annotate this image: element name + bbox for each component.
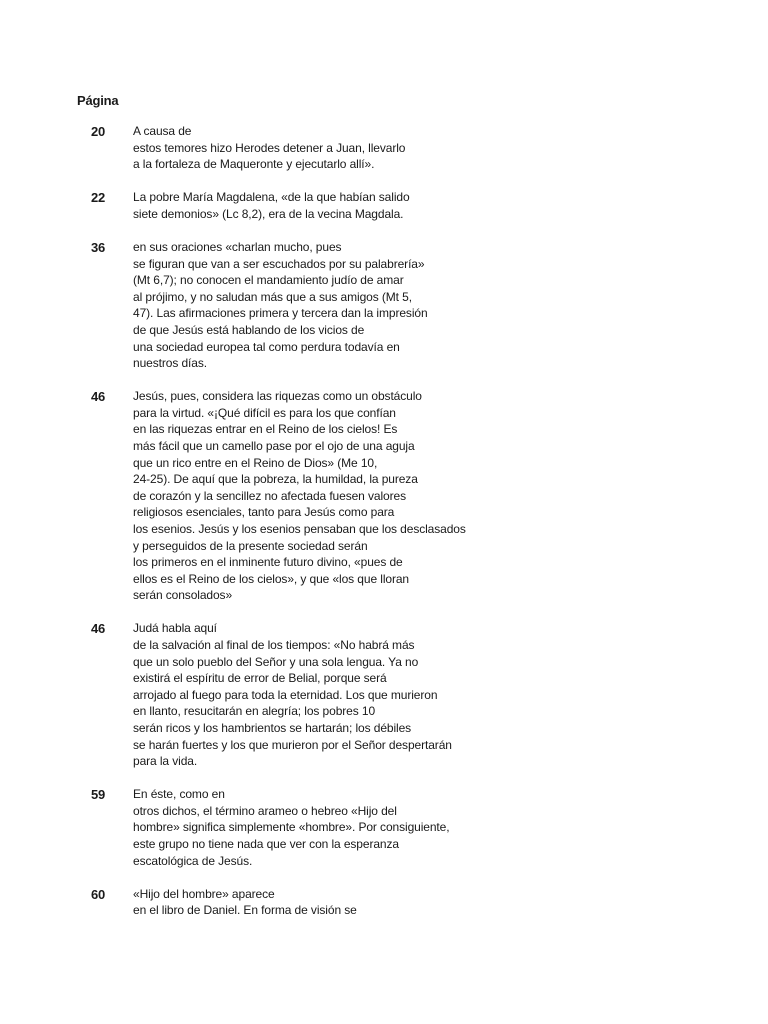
note-text	[133, 620, 768, 769]
note-text	[133, 189, 768, 222]
note-line: de que Jesús está hablando de los vicios de	[133, 322, 365, 337]
note-line: arrojado al fuego para toda la eternidad. Los que murieron	[133, 687, 438, 702]
note-line: de la salvación al final de los tiempos: «No habrá más	[133, 638, 415, 653]
note-entry	[0, 388, 768, 604]
note-text	[133, 886, 768, 919]
note-line: para la vida.	[133, 754, 198, 769]
note-line: en el libro de Daniel. En forma de visión se	[133, 903, 357, 918]
note-line: La pobre María Magdalena, «de la que habían salido	[133, 190, 410, 205]
page-number: 60	[91, 886, 106, 902]
note-line: A causa de	[133, 124, 192, 138]
note-line: 47). Las afirmaciones primera y tercera dan la impresión	[133, 306, 428, 321]
note-line: otros dichos, el término arameo o hebreo «Hijo del	[133, 803, 397, 818]
note-line: a la fortaleza de Maqueronte y ejecutarlo allí».	[133, 157, 375, 172]
note-line: En éste, como en	[133, 787, 225, 802]
page-number: 36	[91, 239, 106, 255]
note-text	[133, 388, 768, 604]
note-line: «Hijo del hombre» aparece	[133, 886, 275, 901]
page-number: 46	[91, 621, 106, 637]
note-line: se harán fuertes y los que murieron por el Señor despertarán	[133, 737, 452, 752]
note-line: estos temores hizo Herodes detener a Juan, llevarlo	[133, 140, 406, 155]
page-column-header: Página	[77, 93, 119, 108]
note-line: una sociedad europea tal como perdura todavía en	[133, 339, 400, 354]
note-line: en las riquezas entrar en el Reino de los cielos! Es	[133, 422, 398, 437]
note-entry	[0, 189, 768, 222]
note-line: que un rico entre en el Reino de Dios» (Me 10,	[133, 455, 378, 470]
note-line: (Mt 6,7); no conocen el mandamiento judío de amar	[133, 273, 404, 288]
note-entry	[0, 239, 768, 372]
note-line: nuestros días.	[133, 356, 207, 371]
note-line: de corazón y la sencillez no afectada fuesen valores	[133, 488, 406, 503]
page-number: 20	[91, 124, 106, 139]
note-line: para la virtud. «¡Qué difícil es para los que confían	[133, 405, 396, 420]
note-line: ellos es el Reino de los cielos», y que «los que lloran	[133, 571, 410, 586]
note-line: serán consolados»	[133, 588, 233, 603]
page-number: 46	[91, 389, 106, 405]
note-line: serán ricos y los hambrientos se hartarán; los débiles	[133, 721, 412, 735]
note-line: escatológica de Jesús.	[133, 853, 253, 868]
note-line: hombre» significa simplemente «hombre». Por consiguiente,	[133, 820, 450, 835]
note-line: se figuran que van a ser escuchados por su palabrería»	[133, 256, 425, 271]
note-line: y perseguidos de la presente sociedad serán	[133, 538, 368, 553]
note-line: existirá el espíritu de error de Belial, porque será	[133, 671, 387, 686]
note-line: siete demonios» (Lc 8,2), era de la vecina Magdala.	[133, 206, 404, 221]
note-line: al prójimo, y no saludan más que a sus amigos (Mt 5,	[133, 289, 412, 304]
note-text	[133, 123, 768, 173]
note-line: los esenios. Jesús y los esenios pensaban que los desclasados	[133, 521, 466, 536]
page-number: 59	[91, 787, 106, 803]
notes-list	[0, 123, 768, 935]
note-entry	[0, 786, 768, 869]
note-text	[133, 786, 768, 869]
note-entry	[0, 620, 768, 769]
note-entry	[0, 886, 768, 919]
note-line: 24-25). De aquí que la pobreza, la humildad, la pureza	[133, 472, 418, 487]
note-line: en sus oraciones «charlan mucho, pues	[133, 239, 342, 254]
note-line: en llanto, resucitarán en alegría; los pobres 10	[133, 704, 376, 719]
note-line: que un solo pueblo del Señor y una sola lengua. Ya no	[133, 654, 419, 669]
note-line: más fácil que un camello pase por el ojo de una aguja	[133, 439, 415, 453]
note-line: Judá habla aquí	[133, 621, 217, 636]
note-entry	[0, 123, 768, 173]
note-line: los primeros en el inminente futuro divino, «pues de	[133, 555, 403, 570]
note-line: Jesús, pues, considera las riquezas como un obstáculo	[133, 389, 422, 404]
page-number: 22	[91, 190, 106, 206]
note-line: religiosos esenciales, tanto para Jesús como para	[133, 505, 395, 520]
note-line: este grupo no tiene nada que ver con la esperanza	[133, 837, 399, 852]
note-text	[133, 239, 768, 372]
